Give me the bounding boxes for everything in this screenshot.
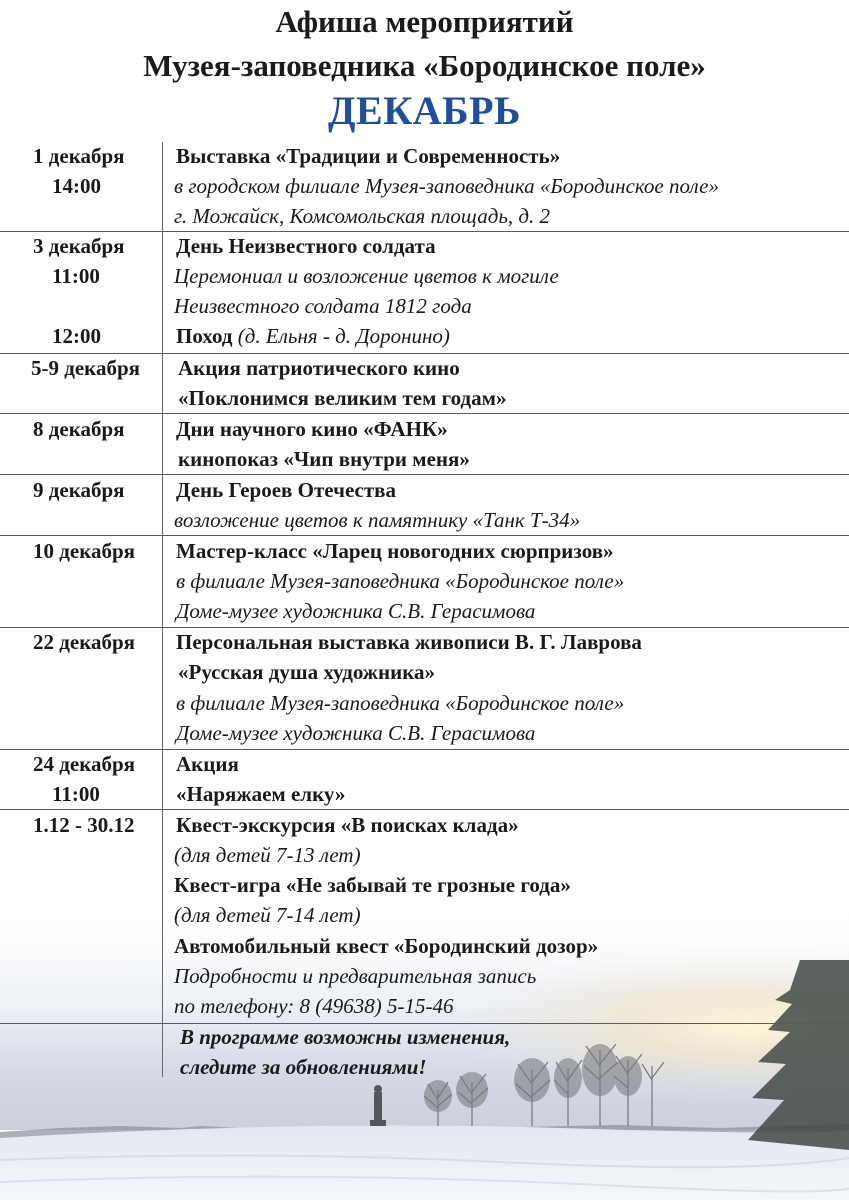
event-route: (д. Ельня - д. Доронино)	[232, 324, 450, 348]
event-date: 1.12 - 30.12	[33, 813, 135, 837]
event-date: 3 декабря	[33, 234, 125, 258]
event-title: День Героев Отечества	[176, 478, 396, 502]
event-detail: Доме-музее художника С.В. Герасимова	[176, 721, 536, 745]
event-title: Акция патриотического кино	[178, 356, 460, 380]
quest-age: (для детей 7-14 лет)	[174, 903, 361, 927]
event-time: 14:00	[52, 174, 101, 198]
event-detail: «Наряжаем елку»	[176, 782, 346, 806]
phone-info: по телефону: 8 (49638) 5-15-46	[174, 994, 454, 1018]
event-time: 11:00	[52, 264, 100, 288]
event-date: 22 декабря	[33, 630, 136, 654]
event-detail	[176, 321, 450, 351]
quest-title: Квест-игра «Не забывай те грозные года»	[174, 873, 571, 897]
event-detail: «Поклонимся великим тем годам»	[178, 386, 507, 410]
event-date: 8 декабря	[33, 417, 125, 441]
event-time: 12:00	[52, 324, 101, 348]
page-title-line2: Музея-заповедника «Бородинское поле»	[143, 48, 706, 83]
event-detail: Церемониал и возложение цветов к могиле	[174, 264, 559, 288]
event-detail: г. Можайск, Комсомольская площадь, д. 2	[174, 204, 551, 228]
quest-info: Подробности и предварительная запись	[174, 964, 537, 988]
event-detail: Доме-музее художника С.В. Герасимова	[176, 599, 536, 623]
event-date: 24 декабря	[33, 752, 136, 776]
event-detail: кинопоказ «Чип внутри меня»	[178, 447, 470, 471]
event-title: Персональная выставка живописи В. Г. Лаврова	[176, 630, 642, 654]
event-detail: возложение цветов к памятнику «Танк Т-34»	[174, 508, 581, 532]
event-detail: в филиале Музея-заповедника «Бородинское поле»	[176, 569, 625, 593]
event-detail: в филиале Музея-заповедника «Бородинское поле»	[176, 691, 625, 715]
quest-age: (для детей 7-13 лет)	[174, 843, 361, 867]
quest-title: Автомобильный квест «Бородинский дозор»	[174, 934, 599, 958]
event-time: 11:00	[52, 782, 100, 806]
footer-note: В программе возможны изменения,	[180, 1025, 511, 1049]
event-date: 1 декабря	[33, 144, 125, 168]
event-title: Мастер-класс «Ларец новогодних сюрпризов»	[176, 539, 614, 563]
page-title-line1: Афиша мероприятий	[275, 4, 574, 39]
event-subtitle: «Русская душа художника»	[178, 660, 436, 684]
event-date: 5-9 декабря	[31, 356, 141, 380]
event-detail: в городском филиале Музея-заповедника «Бородинское поле»	[174, 174, 719, 198]
event-date: 9 декабря	[33, 478, 125, 502]
event-date: 10 декабря	[33, 539, 136, 563]
event-subtitle: Поход	[176, 324, 233, 348]
row-divider	[0, 474, 849, 475]
event-title: Акция	[176, 752, 239, 776]
footer-note: следите за обновлениями!	[180, 1055, 427, 1079]
event-title: День Неизвестного солдата	[176, 234, 436, 258]
event-detail: Неизвестного солдата 1812 года	[174, 294, 472, 318]
quest-title: Квест-экскурсия «В поисках клада»	[176, 813, 519, 837]
column-divider	[162, 142, 163, 1077]
event-title: Дни научного кино «ФАНК»	[176, 417, 448, 441]
month-heading: ДЕКАБРЬ	[328, 88, 521, 133]
event-title: Выставка «Традиции и Современность»	[176, 144, 561, 168]
